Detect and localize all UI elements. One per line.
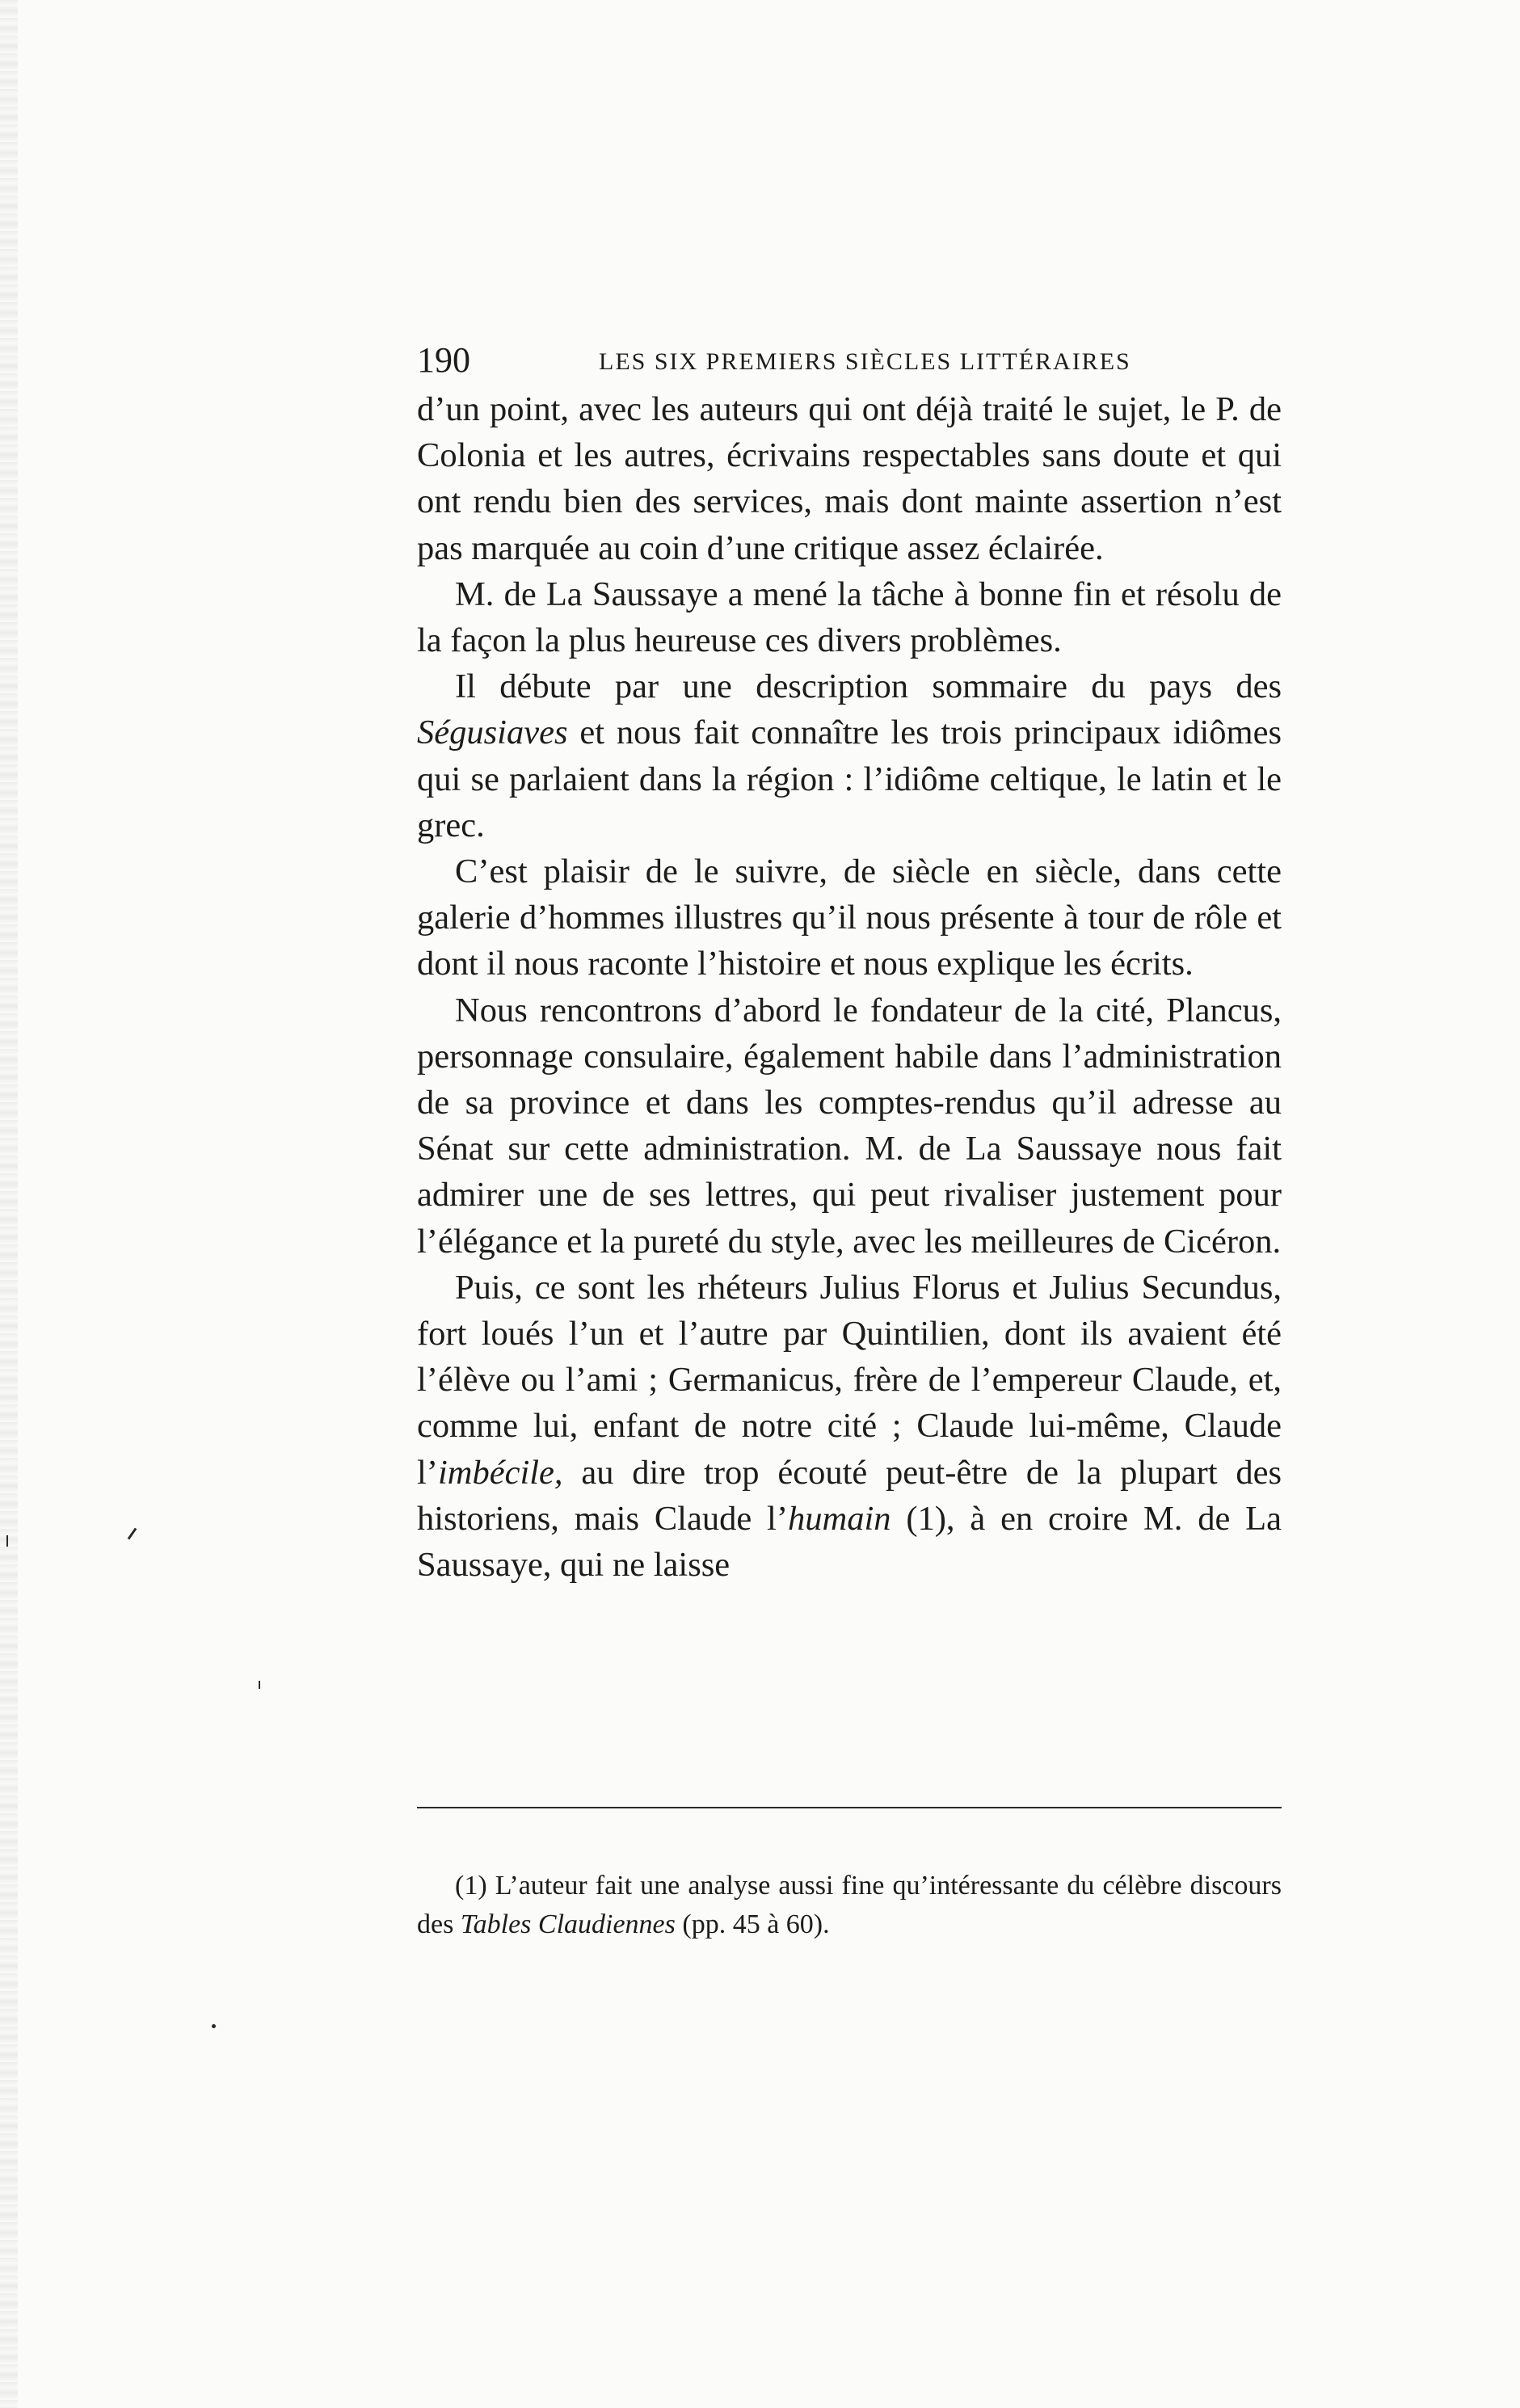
- text-run: Il débute par une description sommaire du pays des: [455, 667, 1282, 706]
- paragraph: [417, 987, 1282, 1265]
- text-run: M. de La Saussaye a mené la tâche à bonne fin et résolu de la façon la plus heureuse ces divers problèmes.: [417, 575, 1282, 660]
- page-number: 190: [417, 340, 470, 380]
- text-run: au dire trop écouté peut-être de la plupart des historiens, mais Claude l’: [417, 1453, 1282, 1538]
- ink-speck: [259, 1681, 260, 1689]
- running-title: LES SIX PREMIERS SIÈCLES LITTÉRAIRES: [599, 348, 1131, 375]
- paragraph: [417, 848, 1282, 987]
- italic-text-run: imbécile,: [437, 1453, 563, 1492]
- footnote-separator: [417, 1807, 1282, 1808]
- footnote: [417, 1867, 1282, 1944]
- text-run: d’un point, avec les auteurs qui ont déjà traité le sujet, le P. de Colonia et les autres, écrivains respectables sans doute et qui ont rendu bien des services, mais dont mainte assertion n’est pas marquée au coin d’une critique assez éclairée.: [417, 390, 1282, 567]
- paragraph: [417, 1265, 1282, 1588]
- page-header: [417, 336, 1282, 385]
- paragraph: [417, 386, 1282, 571]
- text-run: (1), à en croire M. de La Saussaye, qui ne laisse: [417, 1499, 1282, 1585]
- scan-edge-shadow: [0, 0, 18, 2408]
- italic-text-run: humain: [788, 1499, 891, 1538]
- text-run: (pp. 45 à 60).: [675, 1909, 830, 1939]
- ink-speck: [6, 1535, 8, 1547]
- text-run: et nous fait connaître les trois principaux idiômes qui se parlaient dans la région : l’idiôme celtique, le latin et le grec.: [417, 714, 1282, 844]
- ink-speck: [128, 1528, 137, 1540]
- body-text: [417, 386, 1282, 1588]
- ink-speck: [212, 2024, 216, 2028]
- text-run: Nous rencontrons d’abord le fondateur de la cité, Plancus, personnage consulaire, également habile dans l’administration de sa province et dans les comptes-rendus qu’il adresse au Sénat sur cette administration. M. de La Saussaye nous fait admirer une de ses lettres, qui peut rivaliser justement pour l’élégance et la pureté du style, avec les meilleures de Cicéron.: [417, 991, 1282, 1261]
- text-run: (1) L’auteur fait une analyse aussi fine qu’intéressante du célèbre discours des: [417, 1871, 1282, 1939]
- italic-text-run: Tables Claudiennes: [460, 1909, 676, 1939]
- paragraph: [417, 571, 1282, 663]
- paragraph: [417, 663, 1282, 848]
- text-run: Puis, ce sont les rhéteurs Julius Florus et Julius Secundus, fort loués l’un et l’autre par Quintilien, dont ils avaient été l’élève ou l’ami ; Germanicus, frère de l’empereur Claude, et, comme lui, enfant de notre cité ; Claude lui-même, Claude l’: [417, 1268, 1282, 1492]
- italic-text-run: Ségusiaves: [417, 714, 568, 752]
- text-run: C’est plaisir de le suivre, de siècle en siècle, dans cette galerie d’hommes illustres qu’il nous présente à tour de rôle et dont il nous raconte l’histoire et nous explique les écrits.: [417, 852, 1282, 983]
